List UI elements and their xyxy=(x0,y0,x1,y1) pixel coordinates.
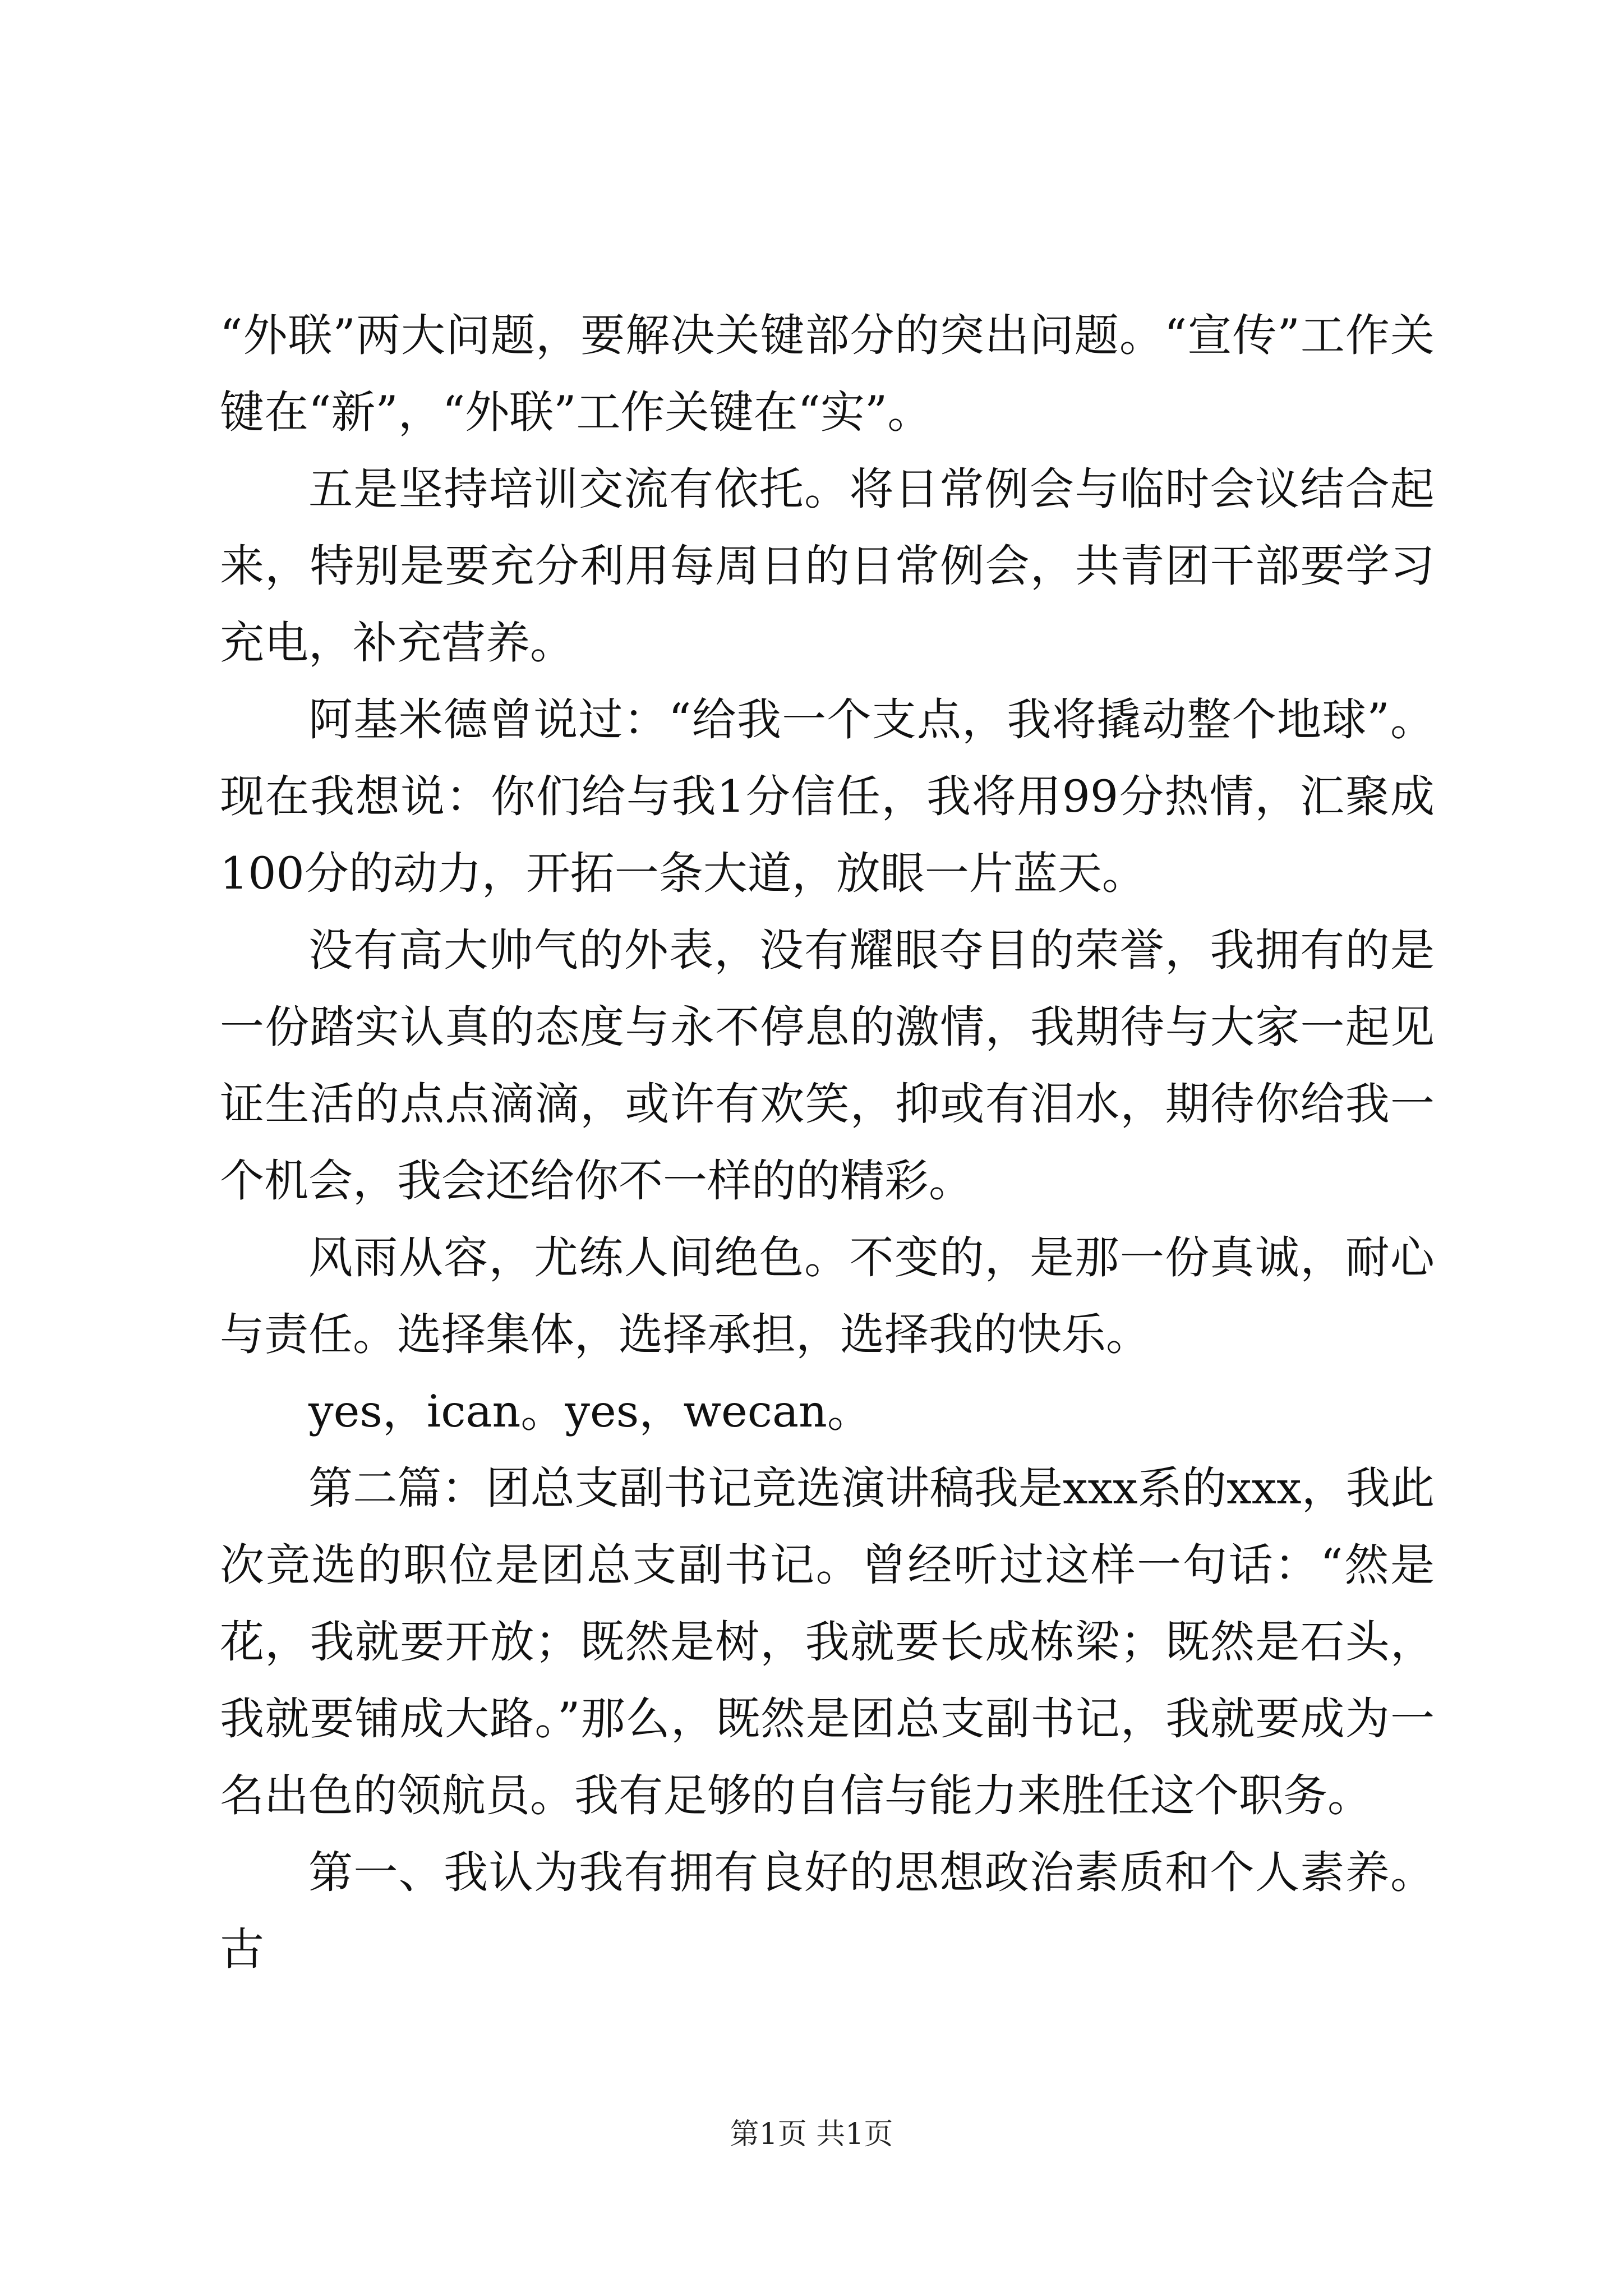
page-number: 第1页 共1页 xyxy=(730,2118,893,2151)
paragraph-5: 风雨从容，尤练人间绝色。不变的，是那一份真诚，耐心与责任。选择集体，选择承担，选择我的快乐。 xyxy=(220,1232,1435,1360)
page-footer xyxy=(0,2115,1623,2154)
paragraph-2: 五是坚持培训交流有依托。将日常例会与临时会议结合起来，特别是要充分利用每周日的日常例会，共青团干部要学习充电，补充营养。 xyxy=(220,463,1435,669)
paragraph-8: 第一、我认为我有拥有良好的思想政治素质和个人素养。古 xyxy=(220,1847,1435,1975)
paragraph-6: yes，ican。yes，wecan。 xyxy=(308,1386,872,1437)
paragraph-3: 阿基米德曾说过：“给我一个支点，我将撬动整个地球”。现在我想说：你们给与我1分信任，我将用99分热情，汇聚成100分的动力，开拓一条大道，放眼一片蓝天。 xyxy=(220,694,1435,899)
document-body xyxy=(220,297,1435,1988)
paragraph-4: 没有高大帅气的外表，没有耀眼夺目的荣誉，我拥有的是一份踏实认真的态度与永不停息的激情，我期待与大家一起见证生活的点点滴滴，或许有欢笑，抑或有泪水，期待你给我一个机会，我会还给你不一样的的精彩。 xyxy=(220,924,1435,1207)
paragraph-7: 第二篇：团总支副书记竞选演讲稿我是xxx系的xxx，我此次竞选的职位是团总支副书记。曾经听过这样一句话：“然是花，我就要开放；既然是树，我就要长成栋梁；既然是石头，我就要铺成大路。”那么，既然是团总支副书记，我就要成为一名出色的领航员。我有足够的自信与能力来胜任这个职务。 xyxy=(220,1462,1435,1821)
paragraph-1: “外联”两大问题，要解决关键部分的突出问题。“宣传”工作关键在“新”，“外联”工作关键在“实”。 xyxy=(220,310,1435,438)
